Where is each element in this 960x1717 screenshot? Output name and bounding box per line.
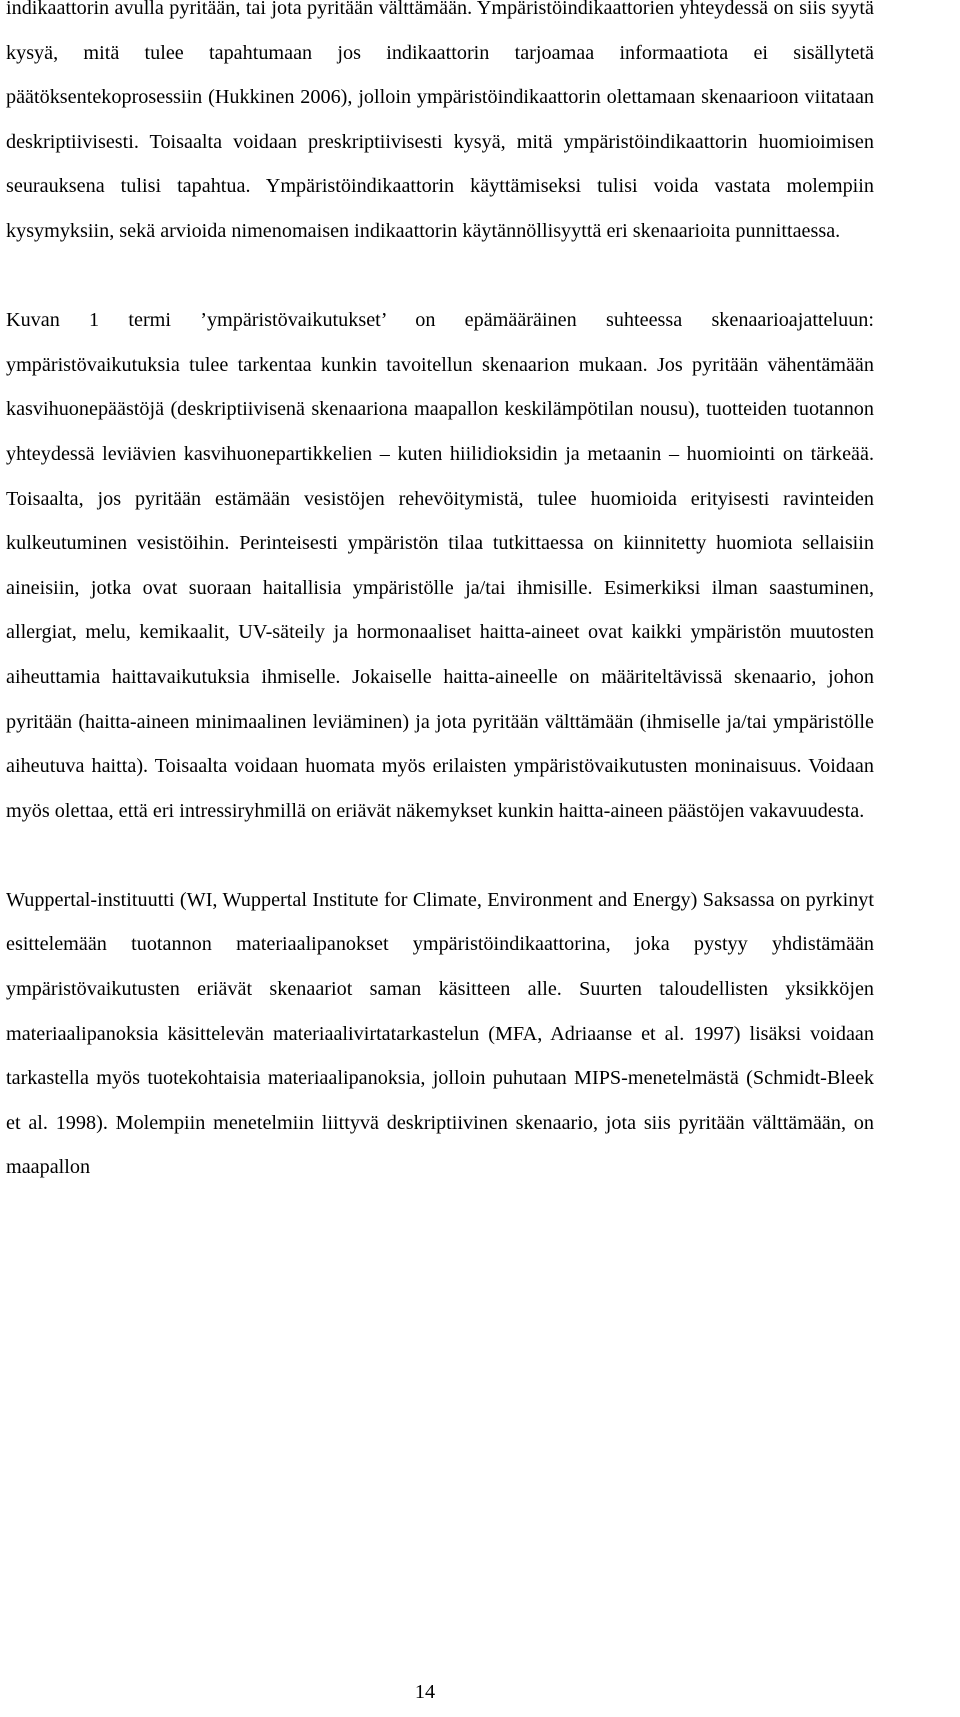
paragraph-spacer — [6, 254, 874, 299]
paragraph-spacer — [6, 833, 874, 878]
paragraph-2: Kuvan 1 termi ’ympäristövaikutukset’ on epämääräinen suhteessa skenaarioajatteluun: ympäristövaikutuksia tulee tarkentaa kunkin tavoitellun skenaarion mukaan. Jos pyritään vähentämään kasvihuonepäästöjä (deskriptiivisenä skenaariona maapallon keskilämpötilan nousu), tuotteiden tuotannon yhteydessä leviävien kasvihuonepartikkelien – kuten hiilidioksidin ja metaanin – huomiointi on tärkeää. Toisaalta, jos pyritään estämään vesistöjen rehevöitymistä, tulee huomioida erityisesti ravinteiden kulkeutuminen vesistöihin. Perinteisesti ympäristön tilaa tutkittaessa on kiinnitetty huomiota sellaisiin aineisiin, jotka ovat suoraan haitallisia ympäristölle ja/tai ihmisille. Esimerkiksi ilman saastuminen, allergiat, melu, kemikaalit, UV-säteily ja hormonaaliset haitta-aineet ovat kaikki ympäristön muutosten aiheuttamia haittavaikutuksia ihmiselle. Jokaiselle haitta-aineelle on määriteltävissä skenaario, johon pyritään (haitta-aineen minimaalinen leviäminen) ja jota pyritään välttämään (ihmiselle ja/tai ympäristölle aiheutuva haitta). Toisaalta voidaan huomata myös erilaisten ympäristövaikutusten moninaisuus. Voidaan myös olettaa, että eri intressiryhmillä on eriävät näkemykset kunkin haitta-aineen päästöjen vakavuudesta. — [6, 309, 874, 822]
paragraph-3: Wuppertal-instituutti (WI, Wuppertal Institute for Climate, Environment and Energy) Saksassa on pyrkinyt esittelemään tuotannon materiaalipanokset ympäristöindikaattorina, joka pystyy yhdistämään ympäristövaikutusten eriävät skenaariot saman käsitteen alle. Suurten taloudellisten yksikköjen materiaalipanoksia käsittelevän materiaalivirtatarkastelun (MFA, Adriaanse et al. 1997) lisäksi voidaan tarkastella myös tuotekohtaisia materiaalipanoksia, jolloin puhutaan MIPS-menetelmästä (Schmidt-Bleek et al. 1998). Molempiin menetelmiin liittyvä deskriptiivinen skenaario, jota siis pyritään välttämään, on maapallon — [6, 888, 874, 1179]
paragraph-1: indikaattorin avulla pyritään, tai jota pyritään välttämään. Ympäristöindikaattorien yhteydessä on siis syytä kysyä, mitä tulee tapahtumaan jos indikaattorin tarjoamaa informaatiota ei sisällytetä päätöksentekoprosessiin (Hukkinen 2006), jolloin ympäristöindikaattorin olettamaan skenaarioon viitataan deskriptiivisesti. Toisaalta voidaan preskriptiivisesti kysyä, mitä ympäristöindikaattorin huomioimisen seurauksena tulisi tapahtua. Ympäristöindikaattorin käyttämiseksi tulisi voida vastata molempiin kysymyksiin, sekä arvioida nimenomaisen indikaattorin käytännöllisyyttä eri skenaarioita punnittaessa. — [6, 0, 874, 242]
document-page — [6, 0, 874, 1190]
page-number: 14 — [414, 1681, 436, 1703]
